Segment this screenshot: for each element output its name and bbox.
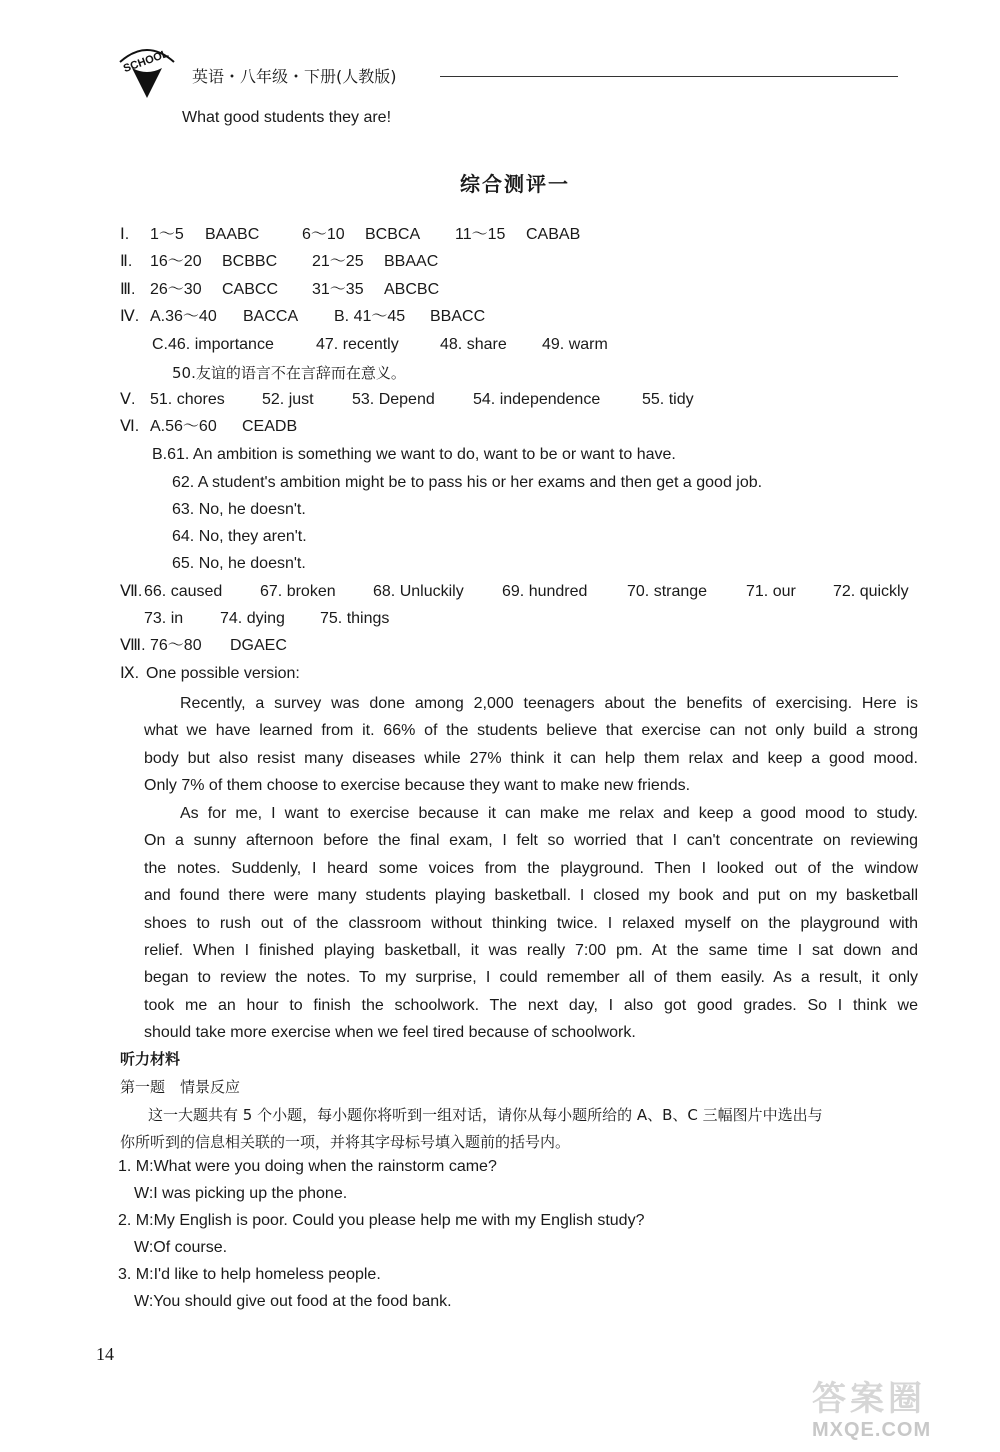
essay-line: shoes to rush out of the classroom without thinking twice. I relaxed myself on the playground with <box>144 914 918 932</box>
range: A.56～60 <box>150 418 217 435</box>
answer-item: 68. Unluckily <box>373 583 464 600</box>
range: 31～35 <box>312 281 364 298</box>
essay-line: began to review the notes. To my surprise, I could remember all of them easily. As a result, it only <box>144 969 918 987</box>
dialog-line: 1. M:What were you doing when the rainstorm came? <box>118 1158 497 1175</box>
essay-line: and found there were many students playing basketball. I closed my book and put on my basketball <box>144 887 918 905</box>
roman-numeral: Ⅵ. <box>120 418 140 435</box>
answer-item: 49. warm <box>542 336 608 353</box>
answer-item: 62. A student's ambition might be to pass his or her exams and then get a good job. <box>172 474 763 491</box>
range: 11～15 <box>455 226 506 243</box>
answer-key: CABCC <box>222 281 279 298</box>
answer-item: 55. tidy <box>642 391 694 408</box>
answer-item: 70. strange <box>627 583 708 600</box>
answer-key: CABAB <box>526 226 581 243</box>
essay-line: relief. When I finished playing basketball, it was really 7:00 pm. At the same time I sat down and <box>144 942 918 960</box>
answer-key: BAABC <box>205 226 260 243</box>
answer-key: BACCA <box>243 308 299 325</box>
range: 1～5 <box>150 226 184 243</box>
answer-item: 74. dying <box>220 610 285 627</box>
answer-item: 71. our <box>746 583 796 600</box>
dialog-line: 3. M:I'd like to help homeless people. <box>118 1266 381 1283</box>
watermark-url: MXQE.COM <box>812 1419 932 1441</box>
section-title: 综合测评一 <box>460 172 570 196</box>
answer-key: BCBBC <box>222 253 278 270</box>
answer-key: BBACC <box>430 308 486 325</box>
essay-line: took me an hour to finish the schoolwork. The next day, I also got good grades. So I think we <box>144 996 918 1014</box>
answer-item: 52. just <box>262 391 314 408</box>
essay-line: Only 7% of them choose to exercise because they want to make new friends. <box>144 777 691 795</box>
listening-instructions: 这一大题共有 5 个小题，每小题你将听到一组对话，请你从每小题所给的 A、B、C 三幅图片中选出与 <box>148 1106 823 1124</box>
header-rule <box>440 76 898 77</box>
answer-item: 63. No, he doesn't. <box>172 501 306 518</box>
answer-item: 73. in <box>144 610 184 627</box>
roman-numeral: Ⅶ. <box>120 583 143 600</box>
essay-paragraph-1 <box>144 690 918 800</box>
roman-numeral: Ⅲ. <box>120 281 136 298</box>
dialog-line: W:Of course. <box>134 1239 228 1256</box>
answer-item: 50.友谊的语言不在言辞而在意义。 <box>172 364 406 382</box>
dialog-line: 2. M:My English is poor. Could you please help me with my English study? <box>118 1212 645 1229</box>
watermark-logo-text: 答案圈 <box>812 1379 926 1419</box>
answer-item: 67. broken <box>260 583 336 600</box>
answer-item: B.61. An ambition is something we want to do, want to be or want to have. <box>152 446 676 463</box>
dialog-line: W:You should give out food at the food bank. <box>134 1293 452 1310</box>
range: B. 41～45 <box>334 308 406 325</box>
listening-heading: 听力材料 <box>120 1050 181 1068</box>
essay-line: the notes. Suddenly, I heard some voices from the playground. Then I looked out of the window <box>144 859 918 877</box>
listening-part1-title: 第一题 情景反应 <box>120 1078 241 1096</box>
roman-numeral: Ⅳ. <box>120 308 140 325</box>
answer-key: BCBCA <box>365 226 421 243</box>
roman-numeral: Ⅰ. <box>120 226 130 243</box>
essay-line: should take more exercise when we feel tired because of schoolwork. <box>144 1024 636 1042</box>
range: 26～30 <box>150 281 202 298</box>
range: 16～20 <box>150 253 202 270</box>
answer-item: 47. recently <box>316 336 399 353</box>
roman-numeral: Ⅴ. <box>120 391 136 408</box>
answer-item: 54. independence <box>473 391 601 408</box>
listening-instructions: 你所听到的信息相关联的一项，并将其字母标号填入题前的括号内。 <box>120 1133 571 1151</box>
roman-numeral: Ⅷ. <box>120 637 146 654</box>
header-title: 英语・八年级・下册(人教版) <box>192 67 397 86</box>
svg-text:SCHOOL: SCHOOL <box>121 47 171 76</box>
dialog-line: W:I was picking up the phone. <box>134 1185 348 1202</box>
answer-item: 66. caused <box>144 583 223 600</box>
answer-key: ABCBC <box>384 281 440 298</box>
answer-item: C.46. importance <box>152 336 274 353</box>
answer-item: 51. chores <box>150 391 225 408</box>
essay-line: On a sunny afternoon before the final exam, I felt so worried that I can't concentrate on reviewing <box>144 832 918 850</box>
watermark <box>812 1380 984 1446</box>
answer-item: 53. Depend <box>352 391 435 408</box>
essay-paragraph-2 <box>144 800 918 1047</box>
page-number: 14 <box>96 1344 114 1364</box>
essay-line: body but also resist many diseases while 27% think it can help them relax and keep a good mood. <box>144 749 918 767</box>
essay-line: As for me, I want to exercise because it can make me relax and keep a good mood to study. <box>180 805 918 822</box>
answer-key: DGAEC <box>230 637 287 654</box>
answer-item: 48. share <box>440 336 507 353</box>
essay-line: Recently, a survey was done among 2,000 teenagers about the benefits of exercising. Here is <box>180 695 918 712</box>
answer-item: 75. things <box>320 610 390 627</box>
essay-line: what we have learned from it. 66% of the students believe that exercise can not only build a strong <box>144 722 918 740</box>
roman-numeral: Ⅱ. <box>120 253 133 270</box>
answer-key: BBAAC <box>384 253 439 270</box>
range: 6～10 <box>302 226 345 243</box>
school-logo-icon <box>112 40 182 102</box>
range: 76～80 <box>150 637 202 654</box>
answer-item: 64. No, they aren't. <box>172 528 307 545</box>
range: A.36～40 <box>150 308 217 325</box>
answer-key: CEADB <box>242 418 298 435</box>
answer-item: 69. hundred <box>502 583 588 600</box>
roman-numeral: Ⅸ. <box>120 665 140 682</box>
answer-item: 65. No, he doesn't. <box>172 555 306 572</box>
range: 21～25 <box>312 253 364 270</box>
answer-item: 72. quickly <box>833 583 909 600</box>
ix-label: One possible version: <box>146 665 300 682</box>
intro-line: What good students they are! <box>182 109 392 126</box>
